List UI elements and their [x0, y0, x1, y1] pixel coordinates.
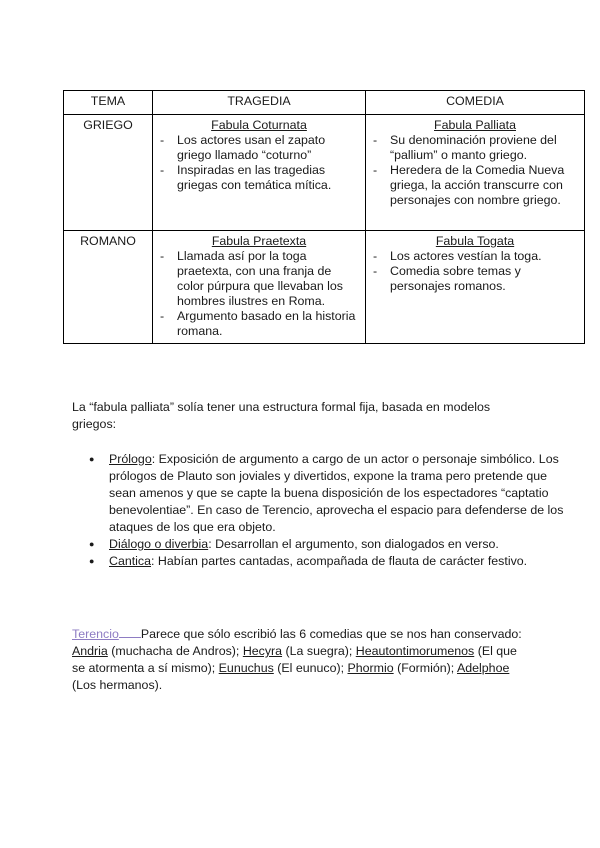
cell-comedia-griego: [366, 115, 585, 231]
cell-tragedia-romano: [153, 231, 366, 344]
list-item: - Argumento basado en la historia romana.: [177, 309, 361, 339]
link-underline-gap: [119, 625, 141, 638]
work-note: (Formión);: [393, 661, 457, 675]
cell-title: Fabula Praetexta: [211, 234, 307, 248]
work-note: (El eunuco);: [273, 661, 348, 675]
list-item: - Inspiradas en las tragedias griegas con temática mítica.: [177, 163, 361, 193]
dash-list: [157, 133, 361, 193]
intro-paragraph: La “fabula palliata” solía tener una estructura formal fija, basada en modelos griegos:: [72, 400, 491, 431]
work-title: Adelphoe: [456, 661, 510, 675]
term-description: : Exposición de argumento a cargo de un actor o personaje simbólico. Los prólogos de Plauto son joviales y divertidos, expone la trama pero pretende que sean amenos y que se capte la buena disposición de los espectadores “captatio benevolentiae”. En caso de Terencio, aprovecha el espacio para defenderse de los ataques de los que era objeto.: [109, 452, 564, 534]
work-note: (El que se atormenta a sí mismo);: [72, 644, 517, 675]
list-item: [109, 553, 569, 570]
work-note: (Los hermanos).: [72, 678, 163, 692]
list-item: [109, 451, 569, 536]
header-comedia: COMEDIA: [366, 91, 585, 115]
header-tema: TEMA: [64, 91, 153, 115]
row-label-romano: ROMANO: [64, 231, 153, 344]
comparison-table: [63, 90, 585, 344]
work-title: Eunuchus: [218, 661, 274, 675]
term-description: : Desarrollan el argumento, son dialogados en verso.: [208, 537, 499, 551]
term-dialogo: Diálogo o diverbia: [109, 537, 209, 551]
dash-list: [370, 133, 580, 208]
work-title: Andria: [72, 644, 108, 658]
list-item: [109, 536, 569, 553]
structure-list: [72, 451, 569, 570]
table-row: [64, 115, 585, 231]
list-item: - Los actores usan el zapato griego llamado “coturno”: [177, 133, 361, 163]
list-item: - Su denominación proviene del “pallium” o manto griego.: [390, 133, 580, 163]
work-note: (La suegra);: [282, 644, 356, 658]
list-item: - Llamada así por la toga praetexta, con una franja de color púrpura que llevaban los hombres ilustres en Roma.: [177, 249, 361, 309]
cell-title: Fabula Palliata: [434, 118, 516, 132]
dash-list: [157, 249, 361, 339]
list-item: - Comedia sobre temas y personajes romanos.: [390, 264, 580, 294]
work-title: Phormio: [347, 661, 394, 675]
work-title: Hecyra: [242, 644, 283, 658]
dash-list: [370, 249, 580, 294]
work-title: Heautontimorumenos: [355, 644, 475, 658]
table-header-row: [64, 91, 585, 115]
term-description: : Habían partes cantadas, acompañada de flauta de carácter festivo.: [151, 554, 528, 568]
cell-comedia-romano: [366, 231, 585, 344]
term-prologo: Prólogo: [109, 452, 152, 466]
outro-lead: Parece que sólo escribió las 6 comedias que se nos han conservado:: [140, 627, 522, 641]
work-note: (muchacha de Andros);: [107, 644, 243, 658]
list-item: - Los actores vestían la toga.: [390, 249, 580, 264]
terencio-paragraph: [72, 625, 532, 694]
table-row: [64, 231, 585, 344]
header-tragedia: TRAGEDIA: [153, 91, 366, 115]
cell-title: Fabula Togata: [435, 234, 515, 248]
cell-title: Fabula Coturnata: [211, 118, 307, 132]
term-cantica: Cantica: [109, 554, 152, 568]
cell-tragedia-griego: [153, 115, 366, 231]
list-item: - Heredera de la Comedia Nueva griega, la acción transcurre con personajes con nombre griego.: [390, 163, 580, 208]
row-label-griego: GRIEGO: [64, 115, 153, 231]
terencio-link[interactable]: Terencio: [72, 627, 119, 641]
